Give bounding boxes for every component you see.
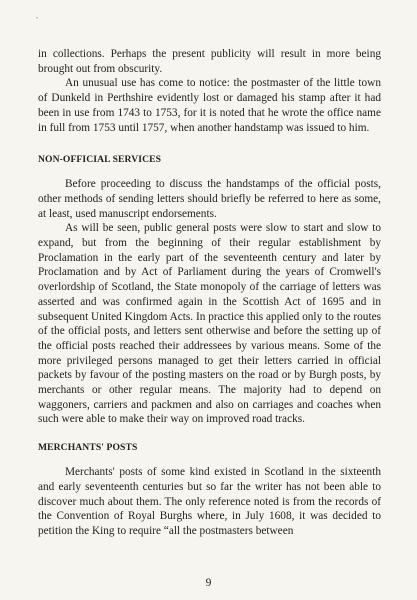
paragraph-before-proceeding: Before proceeding to discuss the handstamps of the official posts, other methods of sending letters should briefly be referred to here as some, at least, used manuscript endorsements. [38,178,381,220]
heading-merchants-posts: MERCHANTS' POSTS [38,442,138,454]
page-number: 9 [205,577,212,589]
paragraph-merchants: Merchants' posts of some kind existed in Scotland in the sixteenth and early seventeenth centuries but so far the writer has not been able to discover much about them. The only reference noted is from the records of the Convention of Royal Burghs where, in July 1608, it was decided to petition the King to require “all the postmasters between [38,466,381,537]
paragraph-dunkeld: An unusual use has come to notice: the postmaster of the little town of Dunkeld in Perthshire evidently lost or damaged his stamp after it had been in use from 1743 to 1753, for it is noted that he wrote the office name in full from 1753 until 1757, when another handstamp was issued to him. [38,77,381,134]
paragraph-public-posts: As will be seen, public general posts were slow to start and slow to expand, but from the beginning of their regular establishment by Proclamation in the early part of the seventeenth century and later by Proclamation and by Act of Parliament during the years of Cromwell's overlordship of Scotland, the State monopoly of the carriage of letters was asserted and was confirmed again in the Scottish Act of 1695 and in subsequent United Kingdom Acts. In practice this applied only to the routes of the official posts, and letters sent otherwise and before the setting up of the official posts reached their addressees by various means. Some of the more privileged persons managed to get their letters carried in official packets by favour of the posting masters on the road or by Burgh posts, by merchants or other regular means. The majority had to depend on waggoners, carriers and packmen and also on carriages and coaches when such were able to make their way on improved road tracks. [38,222,381,426]
page-body [38,47,381,539]
paragraph-continuation: in collections. Perhaps the present publicity will result in more being brought out from obscurity. [38,48,381,75]
margin-mark: • [36,16,39,22]
heading-non-official-services: NON-OFFICIAL SERVICES [38,154,162,166]
